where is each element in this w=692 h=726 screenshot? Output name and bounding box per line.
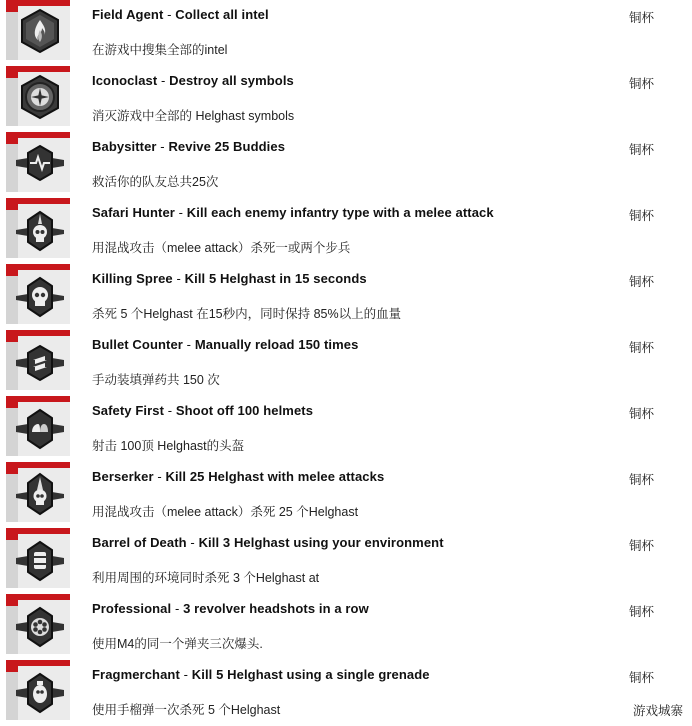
trophy-description: 消灭游戏中全部的 Helghast symbols [92,109,295,123]
trophy-badge [6,66,70,126]
trophy-title: Babysitter - Revive 25 Buddies [92,139,286,154]
revolver-badge-icon [14,600,66,650]
trophy-badge [6,132,70,192]
trophy-row[interactable] [0,66,692,132]
trophy-badge [6,0,70,60]
trophy-badge [6,330,70,390]
trophy-description: 杀死 5 个Helghast 在15秒内，同时保持 85%以上的血量 [92,307,402,321]
trophy-description: 使用手榴弹一次杀死 5 个Helghast [92,703,281,717]
trophy-tier: 铜杯 [629,209,655,223]
trophy-badge [6,396,70,456]
trophy-title: Safari Hunter - Kill each enemy infantry type with a melee attack [92,205,494,220]
trophy-row[interactable] [0,198,692,264]
trophy-tier: 铜杯 [629,77,655,91]
trophy-description: 利用周围的环境同时杀死 3 个Helghast at [92,571,320,585]
barrel-badge-icon [14,534,66,584]
trophy-tier: 铜杯 [629,671,655,685]
symbol-badge-icon [14,72,66,122]
trophy-title: Bullet Counter - Manually reload 150 times [92,337,359,352]
trophy-title: Field Agent - Collect all intel [92,7,269,22]
trophy-description: 手动装填弹药共 150 次 [92,373,220,387]
trophy-title: Barrel of Death - Kill 3 Helghast using your environment [92,535,444,550]
trophy-tier: 铜杯 [629,473,655,487]
skull-knife-badge-icon [14,204,66,254]
trophy-tier: 铜杯 [629,341,655,355]
trophy-description: 用混战攻击（melee attack）杀死一或两个步兵 [92,241,351,255]
trophy-title: Killing Spree - Kill 5 Helghast in 15 seconds [92,271,367,286]
trophy-badge [6,594,70,654]
trophy-tier: 铜杯 [629,143,655,157]
trophy-description: 射击 100顶 Helghast的头盔 [92,439,245,453]
trophy-description: 用混战攻击（melee attack）杀死 25 个Helghast [92,505,359,519]
trophy-row[interactable] [0,0,692,66]
trophy-badge [6,528,70,588]
trophy-row[interactable] [0,594,692,660]
trophy-title: Fragmerchant - Kill 5 Helghast using a single grenade [92,667,430,682]
trophy-description: 使用M4的同一个弹夹三次爆头. [92,637,263,651]
trophy-badge [6,462,70,522]
trophy-tier: 铜杯 [629,605,655,619]
trophy-tier: 铜杯 [629,539,655,553]
trophy-tier: 铜杯 [629,407,655,421]
grenade-badge-icon [14,666,66,716]
trophy-tier: 铜杯 [629,11,655,25]
trophy-title: Professional - 3 revolver headshots in a row [92,601,369,616]
trophy-row[interactable] [0,528,692,594]
trophy-title: Iconoclast - Destroy all symbols [92,73,294,88]
flame-badge-icon [14,6,66,56]
skull-badge-icon [14,270,66,320]
reload-badge-icon [14,336,66,386]
trophy-badge [6,660,70,720]
trophy-row[interactable] [0,132,692,198]
heartbeat-badge-icon [14,138,66,188]
trophy-badge [6,198,70,258]
trophy-description: 在游戏中搜集全部的intel [92,43,228,57]
helmet-badge-icon [14,402,66,452]
trophy-title: Safety First - Shoot off 100 helmets [92,403,314,418]
trophy-title: Berserker - Kill 25 Helghast with melee attacks [92,469,385,484]
skull-blade-badge-icon [14,468,66,518]
trophy-description: 救活你的队友总共25次 [92,175,219,189]
trophy-row[interactable] [0,264,692,330]
trophy-row[interactable] [0,330,692,396]
trophy-badge [6,264,70,324]
trophy-tier: 铜杯 [629,275,655,289]
trophy-row[interactable] [0,660,692,726]
trophy-row[interactable] [0,462,692,528]
watermark: 游戏城寨 [633,704,684,718]
trophy-row[interactable] [0,396,692,462]
